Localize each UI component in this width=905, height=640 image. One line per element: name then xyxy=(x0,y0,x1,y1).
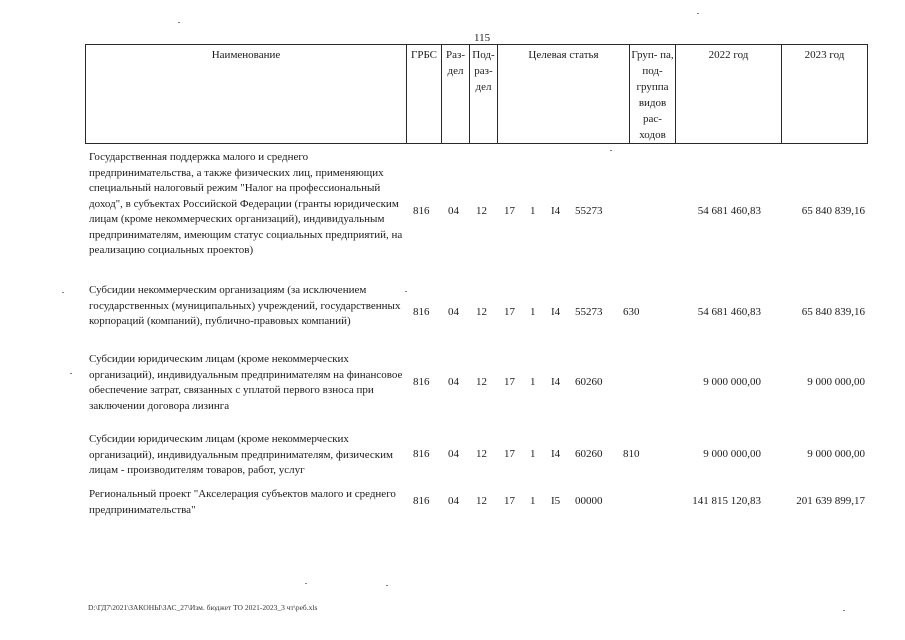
row-name: Субсидии юридическим лицам (кроме некоммерческих организаций), индивидуальным предпринимателям на финансовое обеспечение затрат, связанных с уплатой первого взноса при заключении договора лизинга xyxy=(89,353,403,412)
table-header xyxy=(85,44,868,144)
row-target-subprogram: 1 xyxy=(530,306,536,318)
row-target-subprogram: 1 xyxy=(530,376,536,388)
row-target-direction: 60260 xyxy=(575,376,603,388)
column-header-group: Груп- па, под- группа видов рас- ходов xyxy=(630,45,676,144)
row-target-direction: 55273 xyxy=(575,306,603,318)
row-target-subprogram: 1 xyxy=(530,205,536,217)
row-target-program: 17 xyxy=(504,448,515,460)
scan-speck xyxy=(70,373,72,374)
row-amount-2022: 54 681 460,83 xyxy=(697,306,761,318)
row-amount-2023: 65 840 839,16 xyxy=(801,306,865,318)
row-name: Государственная поддержка малого и среднего предпринимательства, а также физических лиц, применяющих специальный налоговый режим "Налог на профессиональный доход", в субъектах Российской Федерации (гранты юридическим лицам (кроме некоммерческих организаций), индивидуальным предпринимателям, имеющим статус социальных предприятий, на реализацию социальных проектов) xyxy=(89,151,403,256)
scan-speck xyxy=(62,292,64,293)
scan-speck xyxy=(178,22,180,23)
row-grbs: 816 xyxy=(413,306,430,318)
column-header-name: Наименование xyxy=(86,45,407,144)
row-target-program: 17 xyxy=(504,495,515,507)
row-target-project: I4 xyxy=(551,376,561,388)
column-header-2023: 2023 год xyxy=(782,45,868,144)
row-grbs: 816 xyxy=(413,376,430,388)
row-target-subprogram: 1 xyxy=(530,448,536,460)
row-grbs: 816 xyxy=(413,205,430,217)
row-name: Региональный проект "Акселерация субъектов малого и среднего предпринимательства" xyxy=(89,488,396,516)
row-amount-2023: 65 840 839,16 xyxy=(801,205,865,217)
file-path-footer: D:\ГД7\2021\ЗАКОНЫ\ЗАС_27\Изм. бюджет ТО 2021-2023_3 чт\реб.xls xyxy=(88,603,318,612)
row-name: Субсидии некоммерческим организациям (за исключением государственных (муниципальных) учреждений, государственных корпораций (компаний), публично-правовых компаний) xyxy=(89,284,401,327)
scan-speck xyxy=(386,585,388,586)
row-target-program: 17 xyxy=(504,205,515,217)
row-podrazdel: 12 xyxy=(476,495,487,507)
row-target-direction: 55273 xyxy=(575,205,603,217)
row-razdel: 04 xyxy=(448,306,459,318)
scan-speck xyxy=(305,583,307,584)
row-razdel: 04 xyxy=(448,376,459,388)
scan-speck xyxy=(405,291,407,292)
row-grbs: 816 xyxy=(413,448,430,460)
row-target-project: I5 xyxy=(551,495,561,507)
row-grbs: 816 xyxy=(413,495,430,507)
table-row xyxy=(85,352,867,416)
table-row xyxy=(85,432,867,480)
scan-speck xyxy=(843,610,845,611)
column-header-razdel: Раз- дел xyxy=(442,45,470,144)
table-row xyxy=(85,487,867,521)
row-podrazdel: 12 xyxy=(476,448,487,460)
row-podrazdel: 12 xyxy=(476,205,487,217)
row-amount-2022: 141 815 120,83 xyxy=(692,495,761,507)
row-target-project: I4 xyxy=(551,448,561,460)
row-razdel: 04 xyxy=(448,448,459,460)
scan-speck xyxy=(610,150,612,151)
row-podrazdel: 12 xyxy=(476,306,487,318)
row-razdel: 04 xyxy=(448,495,459,507)
row-target-direction: 60260 xyxy=(575,448,603,460)
row-target-program: 17 xyxy=(504,376,515,388)
row-target-direction: 00000 xyxy=(575,495,603,507)
row-target-project: I4 xyxy=(551,205,561,217)
row-expense-group: 630 xyxy=(623,306,640,318)
column-header-grbs: ГРБС xyxy=(407,45,442,144)
column-header-podrazdel: Под- раз- дел xyxy=(470,45,498,144)
row-expense-group: 810 xyxy=(623,448,640,460)
scan-speck xyxy=(697,13,699,14)
row-amount-2022: 9 000 000,00 xyxy=(703,448,761,460)
row-target-subprogram: 1 xyxy=(530,495,536,507)
row-name: Субсидии юридическим лицам (кроме некоммерческих организаций), индивидуальным предпринимателям, физическим лицам - производителям товаров, работ, услуг xyxy=(89,433,393,476)
row-podrazdel: 12 xyxy=(476,376,487,388)
column-header-target: Целевая статья xyxy=(498,45,630,144)
table-row xyxy=(85,283,867,345)
row-target-project: I4 xyxy=(551,306,561,318)
table-row xyxy=(85,150,867,272)
page-number: 115 xyxy=(474,32,491,44)
row-target-program: 17 xyxy=(504,306,515,318)
row-amount-2022: 54 681 460,83 xyxy=(697,205,761,217)
row-amount-2023: 9 000 000,00 xyxy=(807,448,865,460)
row-razdel: 04 xyxy=(448,205,459,217)
row-amount-2023: 201 639 899,17 xyxy=(796,495,865,507)
column-header-2022: 2022 год xyxy=(676,45,782,144)
row-amount-2023: 9 000 000,00 xyxy=(807,376,865,388)
row-amount-2022: 9 000 000,00 xyxy=(703,376,761,388)
